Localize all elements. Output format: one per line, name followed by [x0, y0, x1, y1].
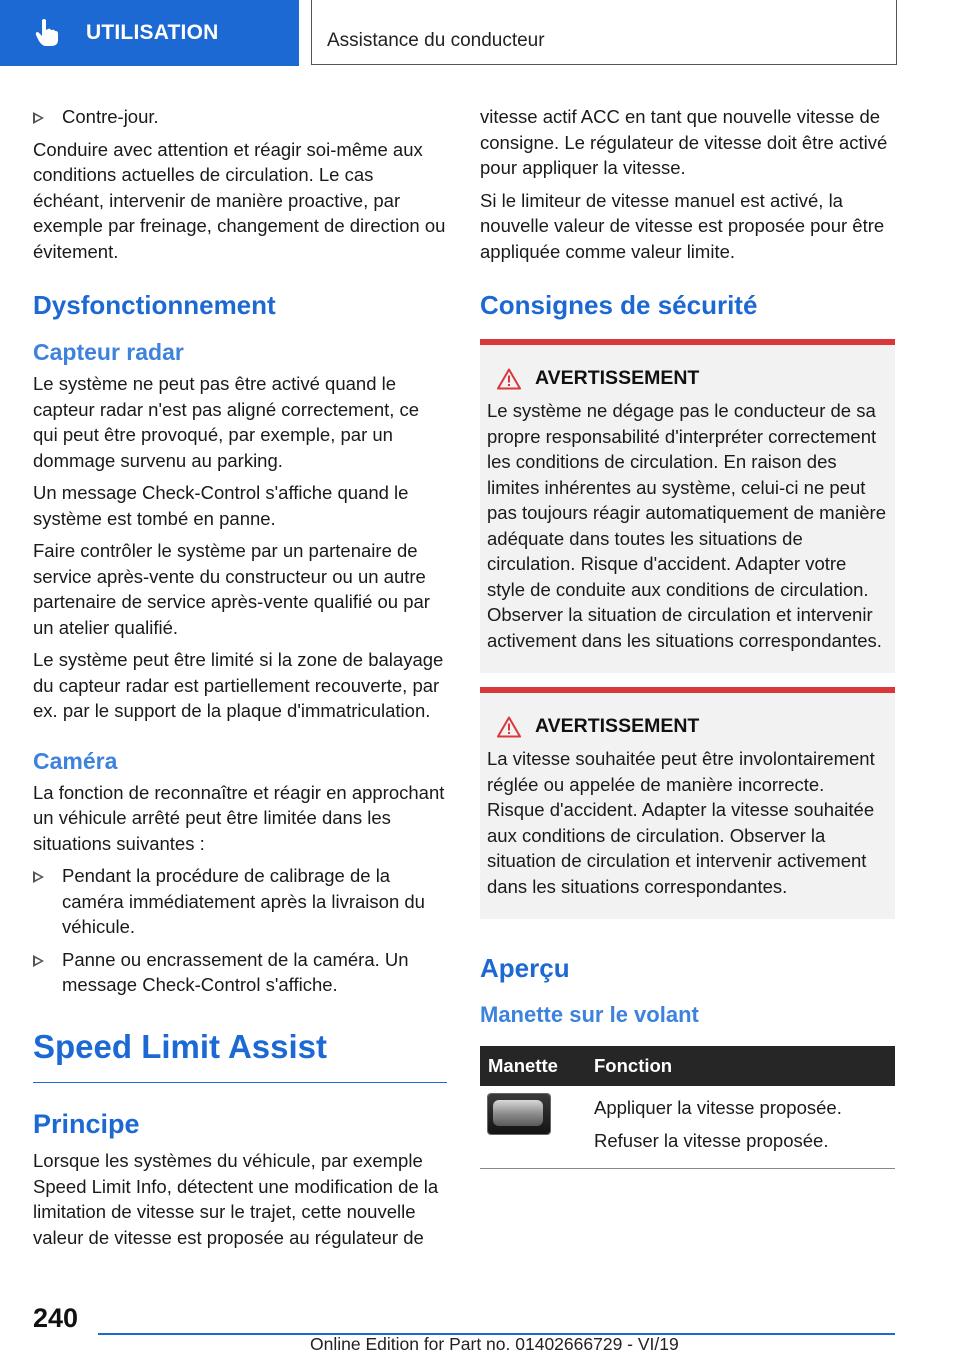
- paragraph: vitesse actif ACC en tant que nouvelle vitesse de consigne. Le régulateur de vitesse doit être activé pour appliquer la vitesse.: [480, 106, 888, 178]
- warning-box: [480, 339, 895, 673]
- column-header: Manette: [480, 1046, 586, 1086]
- hand-pointer-icon: [34, 18, 60, 48]
- lever-heading: Manette sur le volant: [480, 1002, 699, 1027]
- overview-heading: Aperçu: [480, 953, 570, 983]
- steering-wheel-lever-icon: [488, 1094, 550, 1134]
- list-item: Contre-jour.: [33, 104, 447, 130]
- sla-heading: Speed Limit Assist: [33, 1027, 328, 1065]
- chapter-box: [311, 0, 897, 65]
- table-cell: [480, 1086, 586, 1169]
- chapter-title: Assistance du conducteur: [327, 30, 545, 51]
- list-item: Panne ou encrassement de la caméra. Un message Check-Control s'affiche.: [33, 947, 447, 998]
- principle-heading: Principe: [33, 1109, 140, 1139]
- malfunction-heading: Dysfonctionnement: [33, 290, 276, 320]
- section-label: UTILISATION: [86, 21, 219, 44]
- page-number: 240: [33, 1303, 79, 1333]
- paragraph: Le système ne peut pas être activé quand le capteur radar n'est pas aligné correctement, ce qui peut être provoqué, par exemple, par un dommage survenu au parking.: [33, 373, 420, 471]
- table-row: [480, 1086, 895, 1169]
- table-header-row: [480, 1046, 895, 1086]
- warning-title: AVERTISSEMENT: [487, 367, 887, 390]
- list-item: Pendant la procédure de calibrage de la caméra immédiatement après la livraison du véhicule.: [33, 863, 447, 940]
- paragraph: La fonction de reconnaître et réagir en approchant un véhicule arrêté peut être limitée dans les situations suivantes :: [33, 781, 445, 854]
- section-tab: [0, 0, 299, 66]
- left-column: [33, 104, 447, 1257]
- paragraph: Conduire avec attention et réagir soi-même aux conditions actuelles de circulation. Le cas échéant, intervenir de manière proactive, par exemple par freinage, changement de direction ou évitement.: [33, 138, 446, 262]
- bullet-triangle-icon: [33, 955, 44, 967]
- radar-heading: Capteur radar: [33, 339, 184, 365]
- warning-text: La vitesse souhaitée peut être involontairement réglée ou appelée de manière incorrecte. Risque d'accident. Adapter la vitesse souhaitée aux conditions de circulation. Observer la situation de circulation et intervenir activement dans les situations correspondantes.: [487, 748, 875, 897]
- paragraph: Faire contrôler le système par un partenaire de service après-vente du constructeur ou un autre partenaire de service après-vente qualifié ou par un atelier qualifié.: [33, 540, 430, 638]
- paragraph: Un message Check-Control s'affiche quand le système est tombé en panne.: [33, 482, 409, 529]
- paragraph: Le système peut être limité si la zone de balayage du capteur radar est partiellement recouverte, par ex. par le support de la plaque d'immatriculation.: [33, 649, 444, 721]
- lever-table: [480, 1046, 895, 1169]
- warning-title: AVERTISSEMENT: [487, 715, 887, 738]
- warning-triangle-icon: [497, 368, 521, 390]
- column-header: Fonction: [586, 1046, 895, 1086]
- heading-rule: [33, 1082, 447, 1084]
- paragraph: Lorsque les systèmes du véhicule, par exemple Speed Limit Info, détectent une modification de la limitation de vitesse sur le trajet, cette nouvelle valeur de vitesse est proposée au régulateur de: [33, 1150, 439, 1248]
- edition-text: Online Edition for Part no. 01402666729 - VI/19: [310, 1334, 679, 1354]
- warning-text: Le système ne dégage pas le conducteur de sa propre responsabilité d'interpréter correctement les conditions de circulation. En raison des limites inhérentes au système, celui-ci ne peut pas toujours réagir automatiquement de manière adéquate dans toutes les situations de circulation. Risque d'accident. Adapter votre style de conduite aux conditions de circulation. Observer la situation de circulation et intervenir activement dans les situations correspondantes.: [487, 400, 887, 651]
- table-cell: Appliquer la vitesse proposée. Refuser la vitesse proposée.: [586, 1086, 895, 1169]
- warning-triangle-icon: [497, 716, 521, 738]
- right-column: [480, 104, 895, 1169]
- safety-heading: Consignes de sécurité: [480, 290, 758, 320]
- camera-heading: Caméra: [33, 747, 118, 774]
- paragraph: Si le limiteur de vitesse manuel est activé, la nouvelle valeur de vitesse est proposée pour être appliquée comme valeur limite.: [480, 189, 885, 262]
- bullet-triangle-icon: [33, 112, 44, 124]
- bullet-triangle-icon: [33, 871, 44, 883]
- warning-box: [480, 687, 895, 919]
